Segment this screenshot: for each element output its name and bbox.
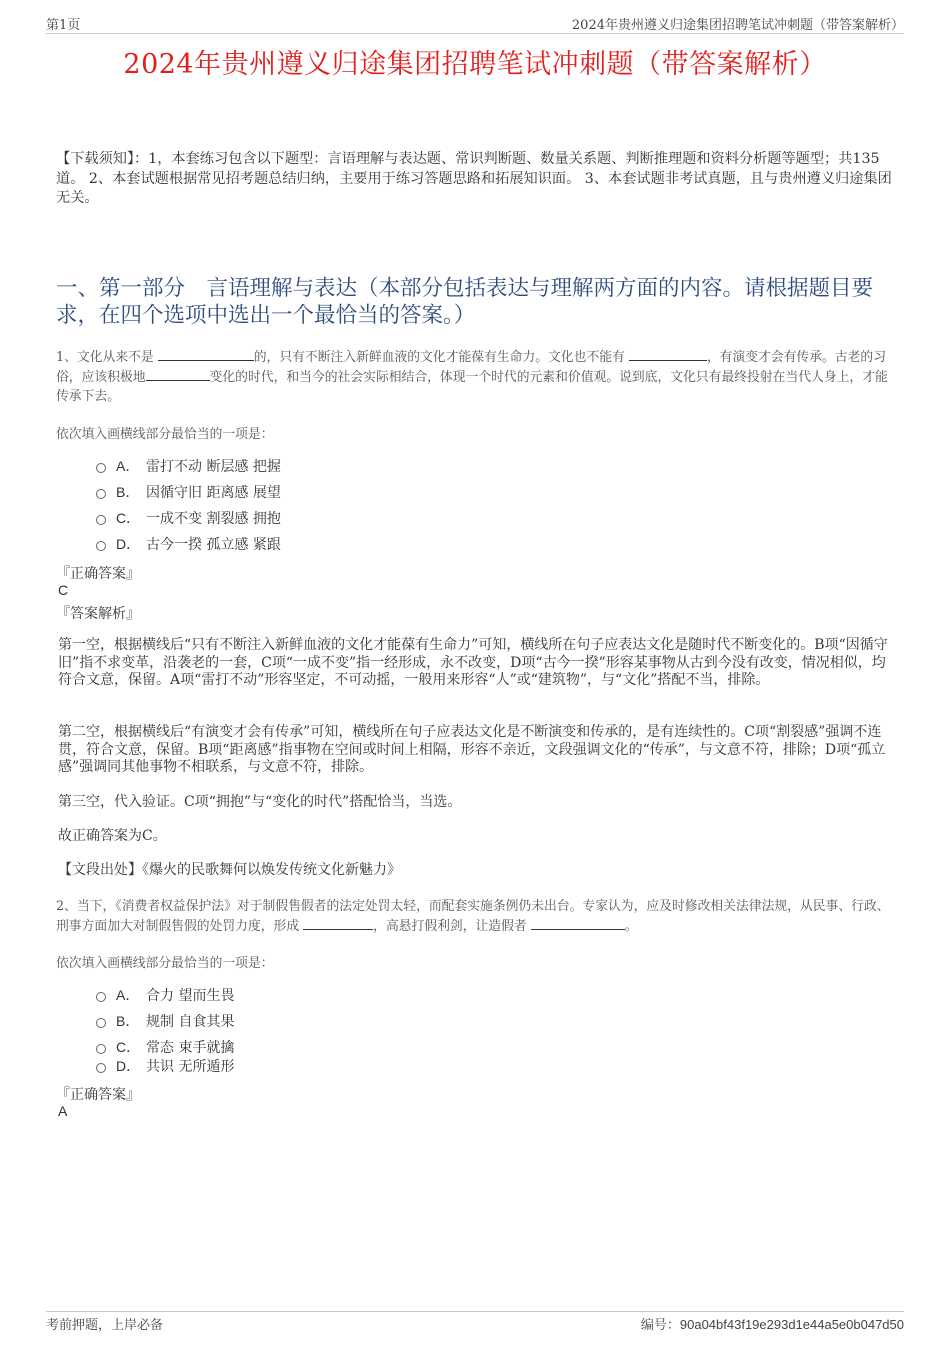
q1-option-d[interactable] [96,534,281,554]
question-2-stem [56,897,898,936]
q2-option-d[interactable] [96,1056,234,1076]
radio-icon[interactable] [96,1018,106,1028]
q2-option-c[interactable] [96,1037,234,1057]
q1-blank-2 [629,347,707,361]
option-letter: D． [116,536,141,552]
q1-text-part-1: 1、文化从来不是 [56,350,154,365]
q2-text-part-1: 2、当下，《消费者权益保护法》对于制假售假者的法定处罚太轻，而配套实施条例仍未出台。专家认为，应及时修改相关法律法规，从民事、行政、刑事方面加大对制假售假的处罚力度，形成 [56,899,890,934]
code-label: 编号： [640,1318,680,1333]
q2-option-a[interactable] [96,985,234,1005]
option-text: 常态 束手就擒 [146,1040,235,1056]
q1-analysis-paragraph-2: 第二空，根据横线后“有演变才会有传承”可知，横线所在句子应表达文化是不断演变和传承的，是有连续性的。C项“割裂感”强调不连贯，符合文意，保留。B项“距离感”指事物在空间或时间上相隔，形容不亲近，文段强调文化的“传承”，与文意不符，排除；D项“孤立感”强调同其他事物不相联系，与文意不符，排除。 [58,724,886,775]
q1-option-a[interactable] [96,456,281,476]
radio-icon[interactable] [96,541,106,551]
radio-icon[interactable] [96,992,106,1002]
option-text: 共识 无所遁形 [146,1059,235,1075]
question-1-stem [56,347,898,406]
q2-answer-label: 『正确答案』 [56,1087,140,1103]
header-divider [46,33,904,34]
q2-answer: A [58,1103,68,1119]
q1-blank-1 [158,347,254,361]
document-code [641,1314,904,1333]
option-letter: B． [116,484,140,500]
q1-text-part-2: 的，只有不断注入新鲜血液的文化才能葆有生命力。文化也不能有 [253,350,625,365]
section-heading: 一、第一部分 言语理解与表达（本部分包括表达与理解两方面的内容。请根据题目要求，在四个选项中选出一个最恰当的答案。） [56,276,874,328]
option-text: 合力 望而生畏 [146,988,235,1004]
q1-text-part-3: ，有演变才会有传承。古老的习俗，应该积极地 [56,350,886,385]
footer-divider [46,1311,904,1312]
radio-icon[interactable] [96,489,106,499]
q2-option-b[interactable] [96,1011,234,1031]
q1-analysis-paragraph-3: 第三空，代入验证。C项“拥抱”与“变化的时代”搭配恰当，当选。 [58,794,462,810]
q1-blank-3 [146,367,210,381]
radio-icon[interactable] [96,1063,106,1073]
radio-icon[interactable] [96,515,106,525]
q1-option-b[interactable] [96,482,281,502]
q1-answer: C [58,582,69,598]
option-letter: C． [116,1039,141,1055]
option-text: 一成不变 割裂感 拥抱 [146,511,281,527]
q1-analysis-conclusion: 故正确答案为C。 [58,828,167,844]
page-number: 第1页 [46,18,81,33]
q1-source: 【文段出处】《爆火的民歌舞何以焕发传统文化新魅力》 [58,862,401,878]
q2-blank-1 [303,916,373,930]
q1-analysis-paragraph-1: 第一空，根据横线后“只有不断注入新鲜血液的文化才能葆有生命力”可知，横线所在句子应表达文化是随时代不断变化的。B项“因循守旧”指不求变革，沿袭老的一套，C项“一成不变”指一经形成，永不改变，D项“古今一揆”形容某事物从古到今没有改变，情况相似，均符合文意，保留。A项“雷打不动”形容坚定，不可动摇，一般用来形容“人”或“建筑物”，与“文化”搭配不当，排除。 [58,637,888,688]
q1-analysis-label: 『答案解析』 [56,606,140,622]
option-letter: A． [116,987,140,1003]
q2-instruction: 依次填入画横线部分最恰当的一项是： [56,956,274,971]
q1-answer-label: 『正确答案』 [56,566,140,582]
download-notice: 【下载须知】：1，本套练习包含以下题型：言语理解与表达题、常识判断题、数量关系题、判断推理题和资料分析题等题型；共135道。 2、本套试题根据常见招考题总结归纳，主要用于练习答题思路和拓展知识面。 3、本套试题非考试真题，且与贵州遵义归途集团无关。 [56,151,892,206]
option-text: 古今一揆 孤立感 紧跟 [146,537,281,553]
q2-text-part-3: 。 [624,919,638,934]
header-doc-title: 2024年贵州遵义归途集团招聘笔试冲刺题（带答案解析） [571,18,904,33]
q2-text-part-2: ，高悬打假利剑，让造假者 [373,919,527,934]
radio-icon[interactable] [96,1044,106,1054]
document-title: 2024年贵州遵义归途集团招聘笔试冲刺题（带答案解析） [123,49,827,80]
q1-text-part-4: 变化的时代，和当今的社会实际相结合，体现一个时代的元素和价值观。说到底，文化只有最终投射在当代人身上，才能传承下去。 [56,370,888,404]
option-letter: D． [116,1058,141,1074]
q2-blank-2 [531,916,625,930]
q1-option-c[interactable] [96,508,281,528]
q1-instruction: 依次填入画横线部分最恰当的一项是： [56,427,274,442]
radio-icon[interactable] [96,463,106,473]
option-letter: A． [116,458,140,474]
option-text: 规制 自食其果 [146,1014,235,1030]
option-text: 因循守旧 距离感 展望 [146,485,281,501]
code-value: 90a04bf43f19e293d1e44a5e0b047d50 [679,1317,904,1332]
option-text: 雷打不动 断层感 把握 [146,459,281,475]
option-letter: B． [116,1013,140,1029]
option-letter: C． [116,510,141,526]
footer-slogan: 考前押题，上岸必备 [46,1318,164,1333]
